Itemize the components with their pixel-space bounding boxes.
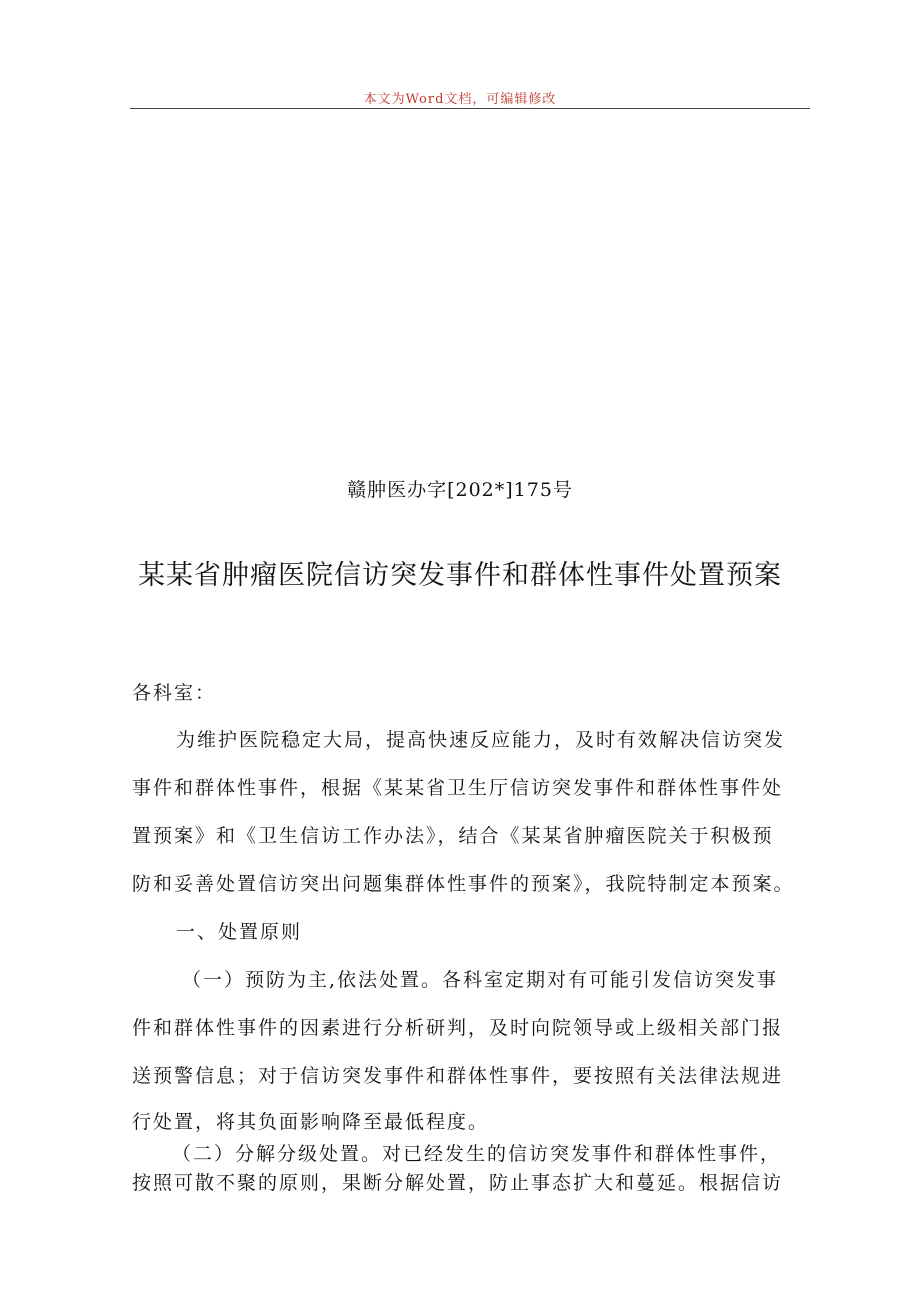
paragraph-line: 事件和群体性事件，根据《某某省卫生厅信访突发事件和群体性事件处 [132,777,784,799]
header-note: 本文为Word文档，可编辑修改 [363,92,557,107]
paragraph-line: 防和妥善处置信访突出问题集群体性事件的预案》，我院特制定本预案。 [132,873,795,895]
header-divider [130,108,810,109]
section-heading: 一、处置原则 [176,921,303,943]
document-title: 某某省肿瘤医院信访突发事件和群体性事件处置预案 [138,560,782,591]
paragraph-line: 置预案》和《卫生信访工作办法》，结合《某某省肿瘤医院关于积极预 [132,825,774,847]
paragraph-line: （二）分解分级处置。对已经发生的信访突发事件和群体性事件， [172,1143,782,1165]
paragraph-line: 按照可散不聚的原则，果断分解处置，防止事态扩大和蔓延。根据信访 [132,1172,784,1194]
paragraph-line: 件和群体性事件的因素进行分析研判，及时向院领导或上级相关部门报 [132,1017,784,1039]
paragraph-line: 送预警信息；对于信访突发事件和群体性事件，要按照有关法律法规进 [132,1065,784,1087]
paragraph-line: （一）预防为主,依法处置。各科室定期对有可能引发信访突发事 [182,969,779,991]
document-number: 赣肿医办字[202*]175号 [347,479,573,501]
paragraph-line: 行处置，将其负面影响降至最低程度。 [132,1111,490,1133]
salutation: 各科室： [132,682,217,704]
paragraph-line: 为维护医院稳定大局，提高快速反应能力，及时有效解决信访突发 [176,729,786,751]
